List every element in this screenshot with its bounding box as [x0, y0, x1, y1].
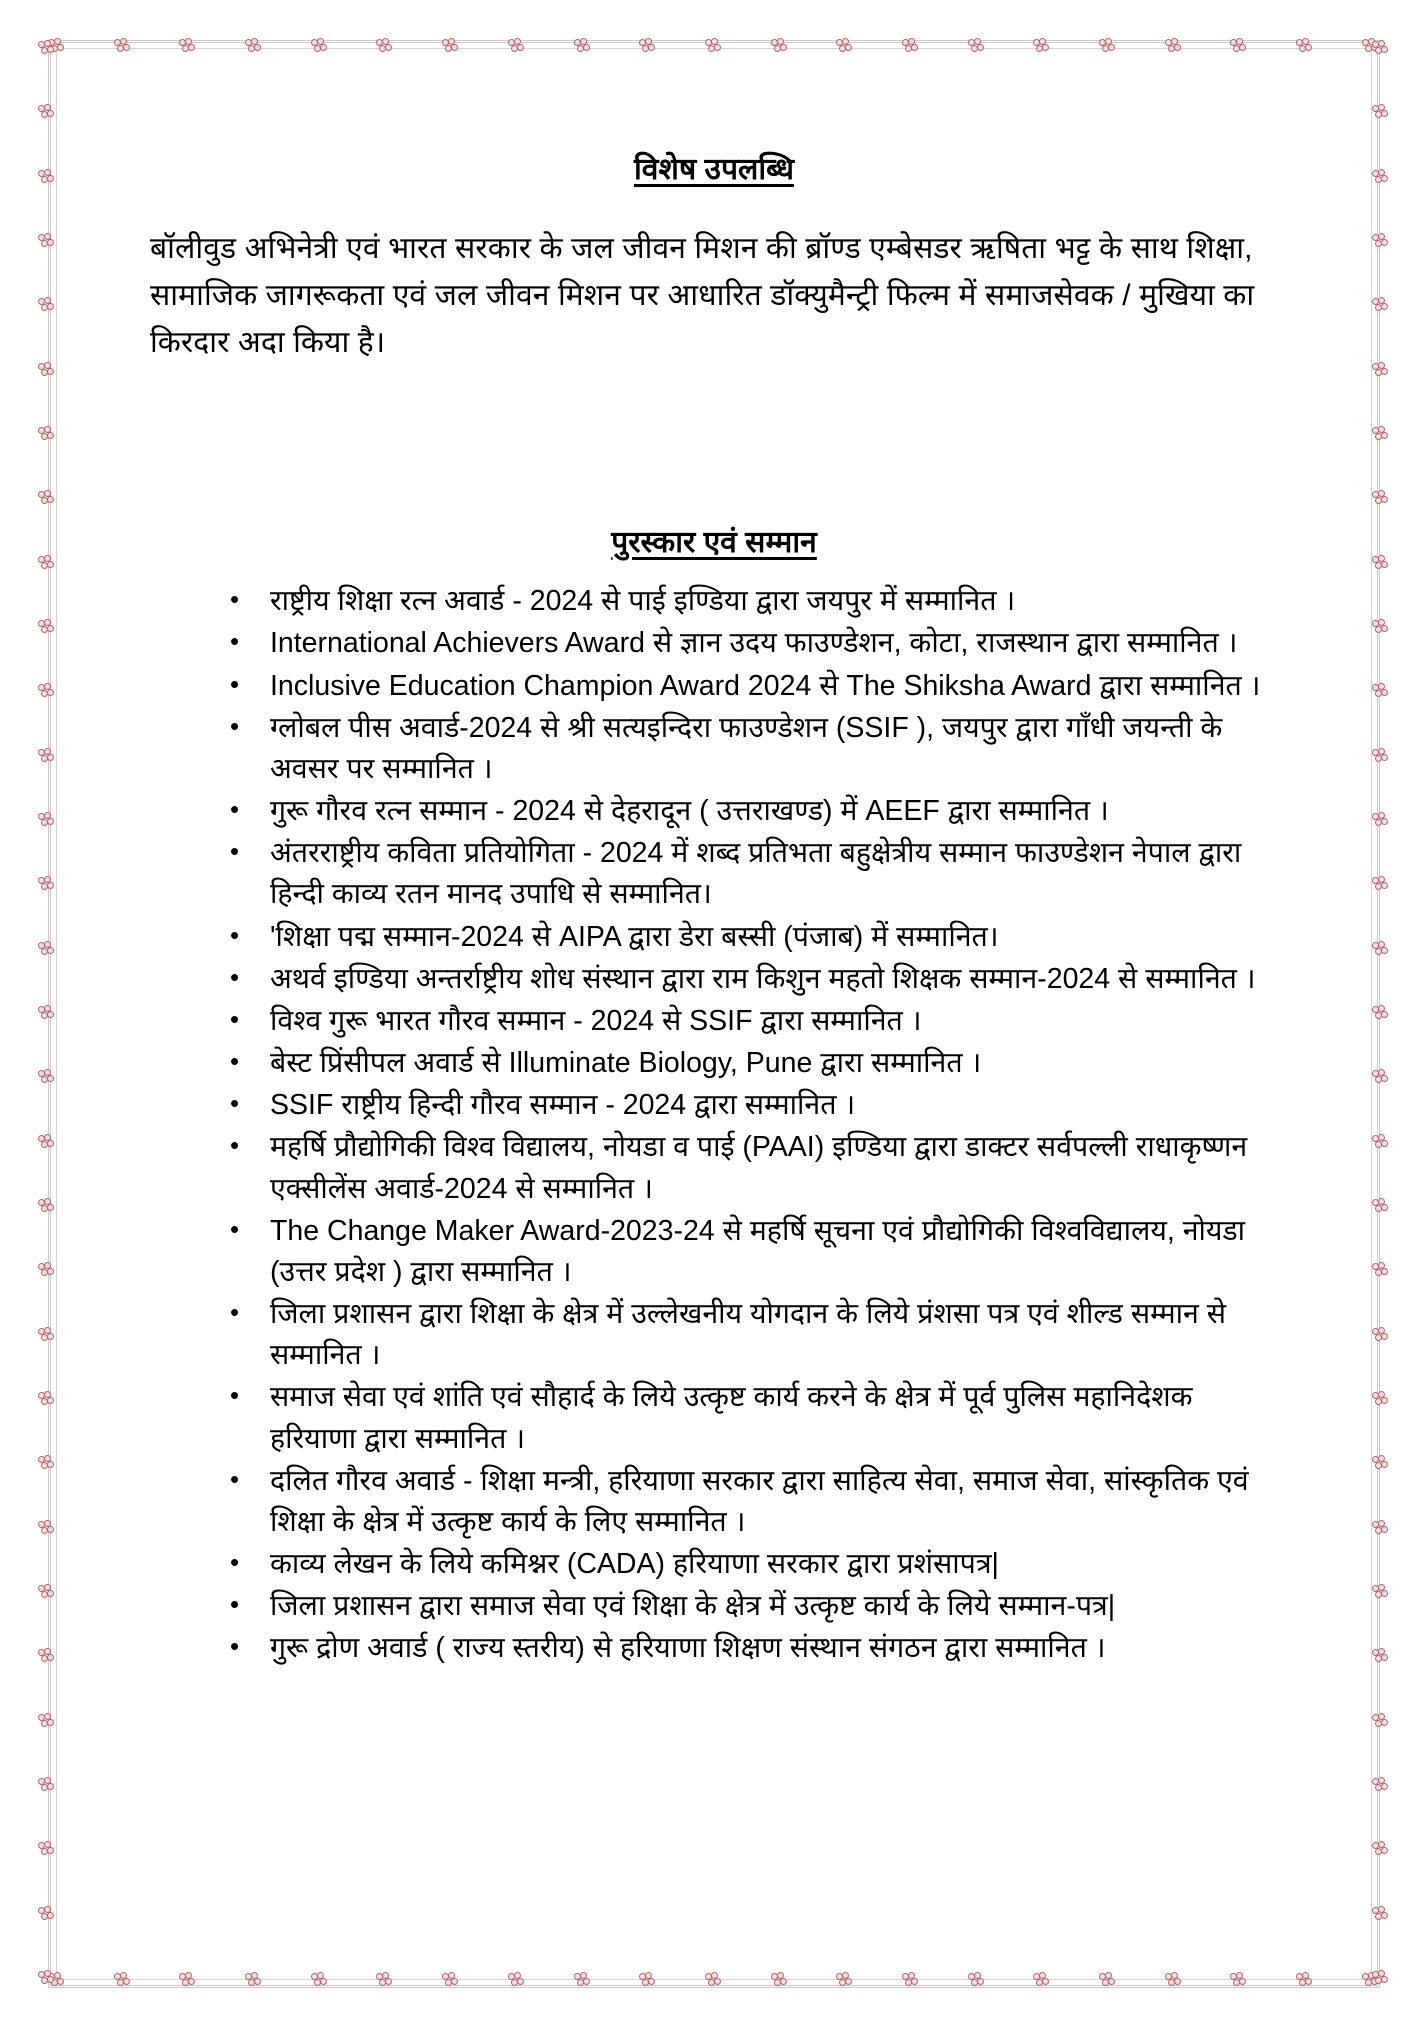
- floral-motif-icon: [179, 1972, 197, 1990]
- floral-motif-icon: [1296, 38, 1314, 56]
- floral-motif-icon: [38, 555, 56, 573]
- floral-motif-icon: [245, 1972, 263, 1990]
- awards-list: [150, 581, 1278, 1669]
- floral-motif-icon: [38, 1069, 56, 1087]
- award-list-item: • अथर्व इण्डिया अन्तर्राष्ट्रीय शोध संस्थान द्वारा राम किशुन महतो शिक्षक सम्मान-2024 से सम्मानित ।: [222, 959, 1278, 1000]
- floral-motif-icon: [114, 38, 132, 56]
- floral-motif-icon: [38, 1520, 56, 1538]
- award-list-item: • बेस्ट प्रिंसीपल अवार्ड से Illuminate Biology, Pune द्वारा सम्मानित ।: [222, 1043, 1278, 1084]
- awards-heading: [150, 523, 1278, 564]
- floral-motif-icon: [38, 297, 56, 315]
- floral-motif-icon: [1372, 362, 1390, 380]
- border-floral-band-left: [36, 40, 58, 1988]
- floral-motif-icon: [442, 38, 460, 56]
- floral-motif-icon: [1372, 1005, 1390, 1023]
- floral-motif-icon: [48, 38, 66, 56]
- floral-motif-icon: [1372, 40, 1390, 58]
- floral-motif-icon: [1372, 1841, 1390, 1859]
- floral-motif-icon: [38, 1262, 56, 1280]
- page-content: [150, 150, 1278, 1671]
- award-list-item: • महर्षि प्रौद्योगिकी विश्व विद्यालय, नोयडा व पाई (PAAI) इण्डिया द्वारा डाक्टर सर्वपल्ली राधाकृष्णन एक्सीलेंस अवार्ड-2024 से सम्मानित ।: [222, 1127, 1278, 1209]
- floral-motif-icon: [1362, 1972, 1380, 1990]
- floral-motif-icon: [836, 38, 854, 56]
- floral-motif-icon: [1372, 1327, 1390, 1345]
- floral-motif-icon: [38, 1970, 56, 1988]
- floral-motif-icon: [1372, 941, 1390, 959]
- award-list-item: • The Change Maker Award-2023-24 से महर्षि सूचना एवं प्रौद्योगिकी विश्वविद्यालय, नोयडा (उत्तर प्रदेश ) द्वारा सम्मानित ।: [222, 1211, 1278, 1293]
- floral-motif-icon: [1372, 1134, 1390, 1152]
- award-list-item: • विश्व गुरू भारत गौरव सम्मान - 2024 से SSIF द्वारा सम्मानित ।: [222, 1001, 1278, 1042]
- floral-motif-icon: [38, 169, 56, 187]
- floral-motif-icon: [771, 1972, 789, 1990]
- floral-motif-icon: [1165, 1972, 1183, 1990]
- floral-motif-icon: [1372, 1520, 1390, 1538]
- award-list-item: • जिला प्रशासन द्वारा समाज सेवा एवं शिक्षा के क्षेत्र में उत्कृष्ट कार्य के लिये सम्मान-पत्र|: [222, 1586, 1278, 1627]
- floral-motif-icon: [311, 1972, 329, 1990]
- floral-motif-icon: [38, 1327, 56, 1345]
- floral-motif-icon: [38, 426, 56, 444]
- floral-motif-icon: [38, 812, 56, 830]
- awards-heading-text: पुरस्कार एवं सम्मान: [611, 525, 817, 559]
- floral-motif-icon: [311, 38, 329, 56]
- floral-motif-icon: [1372, 1584, 1390, 1602]
- award-list-item: • गुरू गौरव रत्न सम्मान - 2024 से देहरादून ( उत्तराखण्ड) में AEEF द्वारा सम्मानित ।: [222, 791, 1278, 832]
- floral-motif-icon: [1372, 1777, 1390, 1795]
- special-achievement-heading-text: विशेष उपलब्धि: [634, 153, 794, 186]
- floral-motif-icon: [38, 683, 56, 701]
- award-list-item: • जिला प्रशासन द्वारा शिक्षा के क्षेत्र में उल्लेखनीय योगदान के लिये प्रंशसा पत्र एवं शील्ड सम्मान से सम्मानित ।: [222, 1294, 1278, 1376]
- floral-motif-icon: [771, 38, 789, 56]
- floral-motif-icon: [38, 1455, 56, 1473]
- floral-motif-icon: [38, 941, 56, 959]
- floral-motif-icon: [38, 1906, 56, 1924]
- special-achievement-heading: [150, 150, 1278, 191]
- floral-motif-icon: [1165, 38, 1183, 56]
- floral-motif-icon: [1033, 1972, 1051, 1990]
- floral-motif-icon: [38, 104, 56, 122]
- floral-motif-icon: [1372, 748, 1390, 766]
- floral-motif-icon: [574, 38, 592, 56]
- floral-motif-icon: [639, 38, 657, 56]
- floral-motif-icon: [376, 1972, 394, 1990]
- award-list-item: • दलित गौरव अवार्ड - शिक्षा मन्त्री, हरियाणा सरकार द्वारा साहित्य सेवा, समाज सेवा, सांस्कृतिक एवं शिक्षा के क्षेत्र में उत्कृष्ट कार्य के लिए सम्मानित ।: [222, 1461, 1278, 1543]
- award-list-item: • समाज सेवा एवं शांति एवं सौहार्द के लिये उत्कृष्ट कार्य करने के क्षेत्र में पूर्व पुलिस महानिदेशक हरियाणा द्वारा सम्मानित ।: [222, 1377, 1278, 1459]
- award-list-item: • अंतरराष्ट्रीय कविता प्रतियोगिता - 2024 में शब्द प्रतिभता बहुक्षेत्रीय सम्मान फाउण्डेशन नेपाल द्वारा हिन्दी काव्य रतन मानद उपाधि से सम्मानित।: [222, 833, 1278, 915]
- floral-motif-icon: [48, 1972, 66, 1990]
- floral-motif-icon: [1372, 169, 1390, 187]
- floral-motif-icon: [1362, 38, 1380, 56]
- floral-motif-icon: [38, 1841, 56, 1859]
- border-floral-band-bottom: [48, 1970, 1380, 1992]
- award-list-item: • International Achievers Award से ज्ञान उदय फाउण्डेशन, कोटा, राजस्थान द्वारा सम्मानित ।: [222, 623, 1278, 664]
- border-floral-band-right: [1370, 40, 1392, 1988]
- floral-motif-icon: [1372, 297, 1390, 315]
- floral-motif-icon: [38, 1134, 56, 1152]
- floral-motif-icon: [38, 1391, 56, 1409]
- floral-motif-icon: [1372, 1198, 1390, 1216]
- floral-motif-icon: [1372, 1262, 1390, 1280]
- floral-motif-icon: [38, 1584, 56, 1602]
- border-floral-band-top: [48, 36, 1380, 58]
- floral-motif-icon: [1372, 104, 1390, 122]
- floral-motif-icon: [38, 233, 56, 251]
- award-list-item: • राष्ट्रीय शिक्षा रत्न अवार्ड - 2024 से पाई इण्डिया द्वारा जयपुर में सम्मानित ।: [222, 581, 1278, 622]
- floral-motif-icon: [968, 1972, 986, 1990]
- floral-motif-icon: [442, 1972, 460, 1990]
- floral-motif-icon: [968, 38, 986, 56]
- floral-motif-icon: [1372, 233, 1390, 251]
- floral-motif-icon: [1230, 38, 1248, 56]
- floral-motif-icon: [38, 876, 56, 894]
- floral-motif-icon: [1372, 812, 1390, 830]
- floral-motif-icon: [508, 1972, 526, 1990]
- floral-motif-icon: [1372, 876, 1390, 894]
- floral-motif-icon: [902, 38, 920, 56]
- floral-motif-icon: [1372, 1391, 1390, 1409]
- floral-motif-icon: [38, 490, 56, 508]
- floral-motif-icon: [836, 1972, 854, 1990]
- floral-motif-icon: [38, 1713, 56, 1731]
- floral-motif-icon: [1372, 1455, 1390, 1473]
- floral-motif-icon: [38, 1198, 56, 1216]
- floral-motif-icon: [1099, 1972, 1117, 1990]
- award-list-item: • 'शिक्षा पद्म सम्मान-2024 से AIPA द्वारा डेरा बस्सी (पंजाब) में सम्मानित।: [222, 917, 1278, 958]
- floral-motif-icon: [38, 619, 56, 637]
- floral-motif-icon: [1372, 1906, 1390, 1924]
- special-achievement-paragraph: बॉलीवुड अभिनेत्री एवं भारत सरकार के जल जीवन मिशन की ब्रॉण्ड एम्बेसडर ऋषिता भट्ट के साथ शिक्षा, सामाजिक जागरूकता एवं जल जीवन मिशन पर आधारित डॉक्युमैन्ट्री फिल्म में समाजसेवक / मुखिया का किरदार अदा किया है।: [150, 231, 1255, 360]
- floral-motif-icon: [1372, 683, 1390, 701]
- floral-motif-icon: [376, 38, 394, 56]
- floral-motif-icon: [508, 38, 526, 56]
- floral-motif-icon: [705, 1972, 723, 1990]
- floral-motif-icon: [1033, 38, 1051, 56]
- floral-motif-icon: [179, 38, 197, 56]
- floral-motif-icon: [38, 362, 56, 380]
- floral-motif-icon: [1230, 1972, 1248, 1990]
- floral-motif-icon: [1372, 619, 1390, 637]
- floral-motif-icon: [1099, 38, 1117, 56]
- floral-motif-icon: [1372, 426, 1390, 444]
- floral-motif-icon: [38, 40, 56, 58]
- award-list-item: • Inclusive Education Champion Award 2024 से The Shiksha Award द्वारा सम्मानित ।: [222, 666, 1278, 707]
- floral-motif-icon: [38, 748, 56, 766]
- floral-motif-icon: [1372, 1069, 1390, 1087]
- floral-motif-icon: [902, 1972, 920, 1990]
- floral-motif-icon: [1372, 490, 1390, 508]
- floral-motif-icon: [1296, 1972, 1314, 1990]
- floral-motif-icon: [639, 1972, 657, 1990]
- floral-motif-icon: [705, 38, 723, 56]
- floral-motif-icon: [1372, 1713, 1390, 1731]
- floral-motif-icon: [114, 1972, 132, 1990]
- floral-motif-icon: [38, 1648, 56, 1666]
- award-list-item: • गुरू द्रोण अवार्ड ( राज्य स्तरीय) से हरियाणा शिक्षण संस्थान संगठन द्वारा सम्मानित ।: [222, 1628, 1278, 1669]
- floral-motif-icon: [1372, 1970, 1390, 1988]
- floral-motif-icon: [38, 1005, 56, 1023]
- award-list-item: • SSIF राष्ट्रीय हिन्दी गौरव सम्मान - 2024 द्वारा सम्मानित ।: [222, 1085, 1278, 1126]
- floral-motif-icon: [38, 1777, 56, 1795]
- floral-motif-icon: [1372, 555, 1390, 573]
- floral-motif-icon: [574, 1972, 592, 1990]
- floral-motif-icon: [245, 38, 263, 56]
- award-list-item: • ग्लोबल पीस अवार्ड-2024 से श्री सत्यइन्दिरा फाउण्डेशन (SSIF ), जयपुर द्वारा गाँधी जयन्ती के अवसर पर सम्मानित ।: [222, 708, 1278, 790]
- floral-motif-icon: [1372, 1648, 1390, 1666]
- award-list-item: • काव्य लेखन के लिये कमिश्नर (CADA) हरियाणा सरकार द्वारा प्रशंसापत्र|: [222, 1544, 1278, 1585]
